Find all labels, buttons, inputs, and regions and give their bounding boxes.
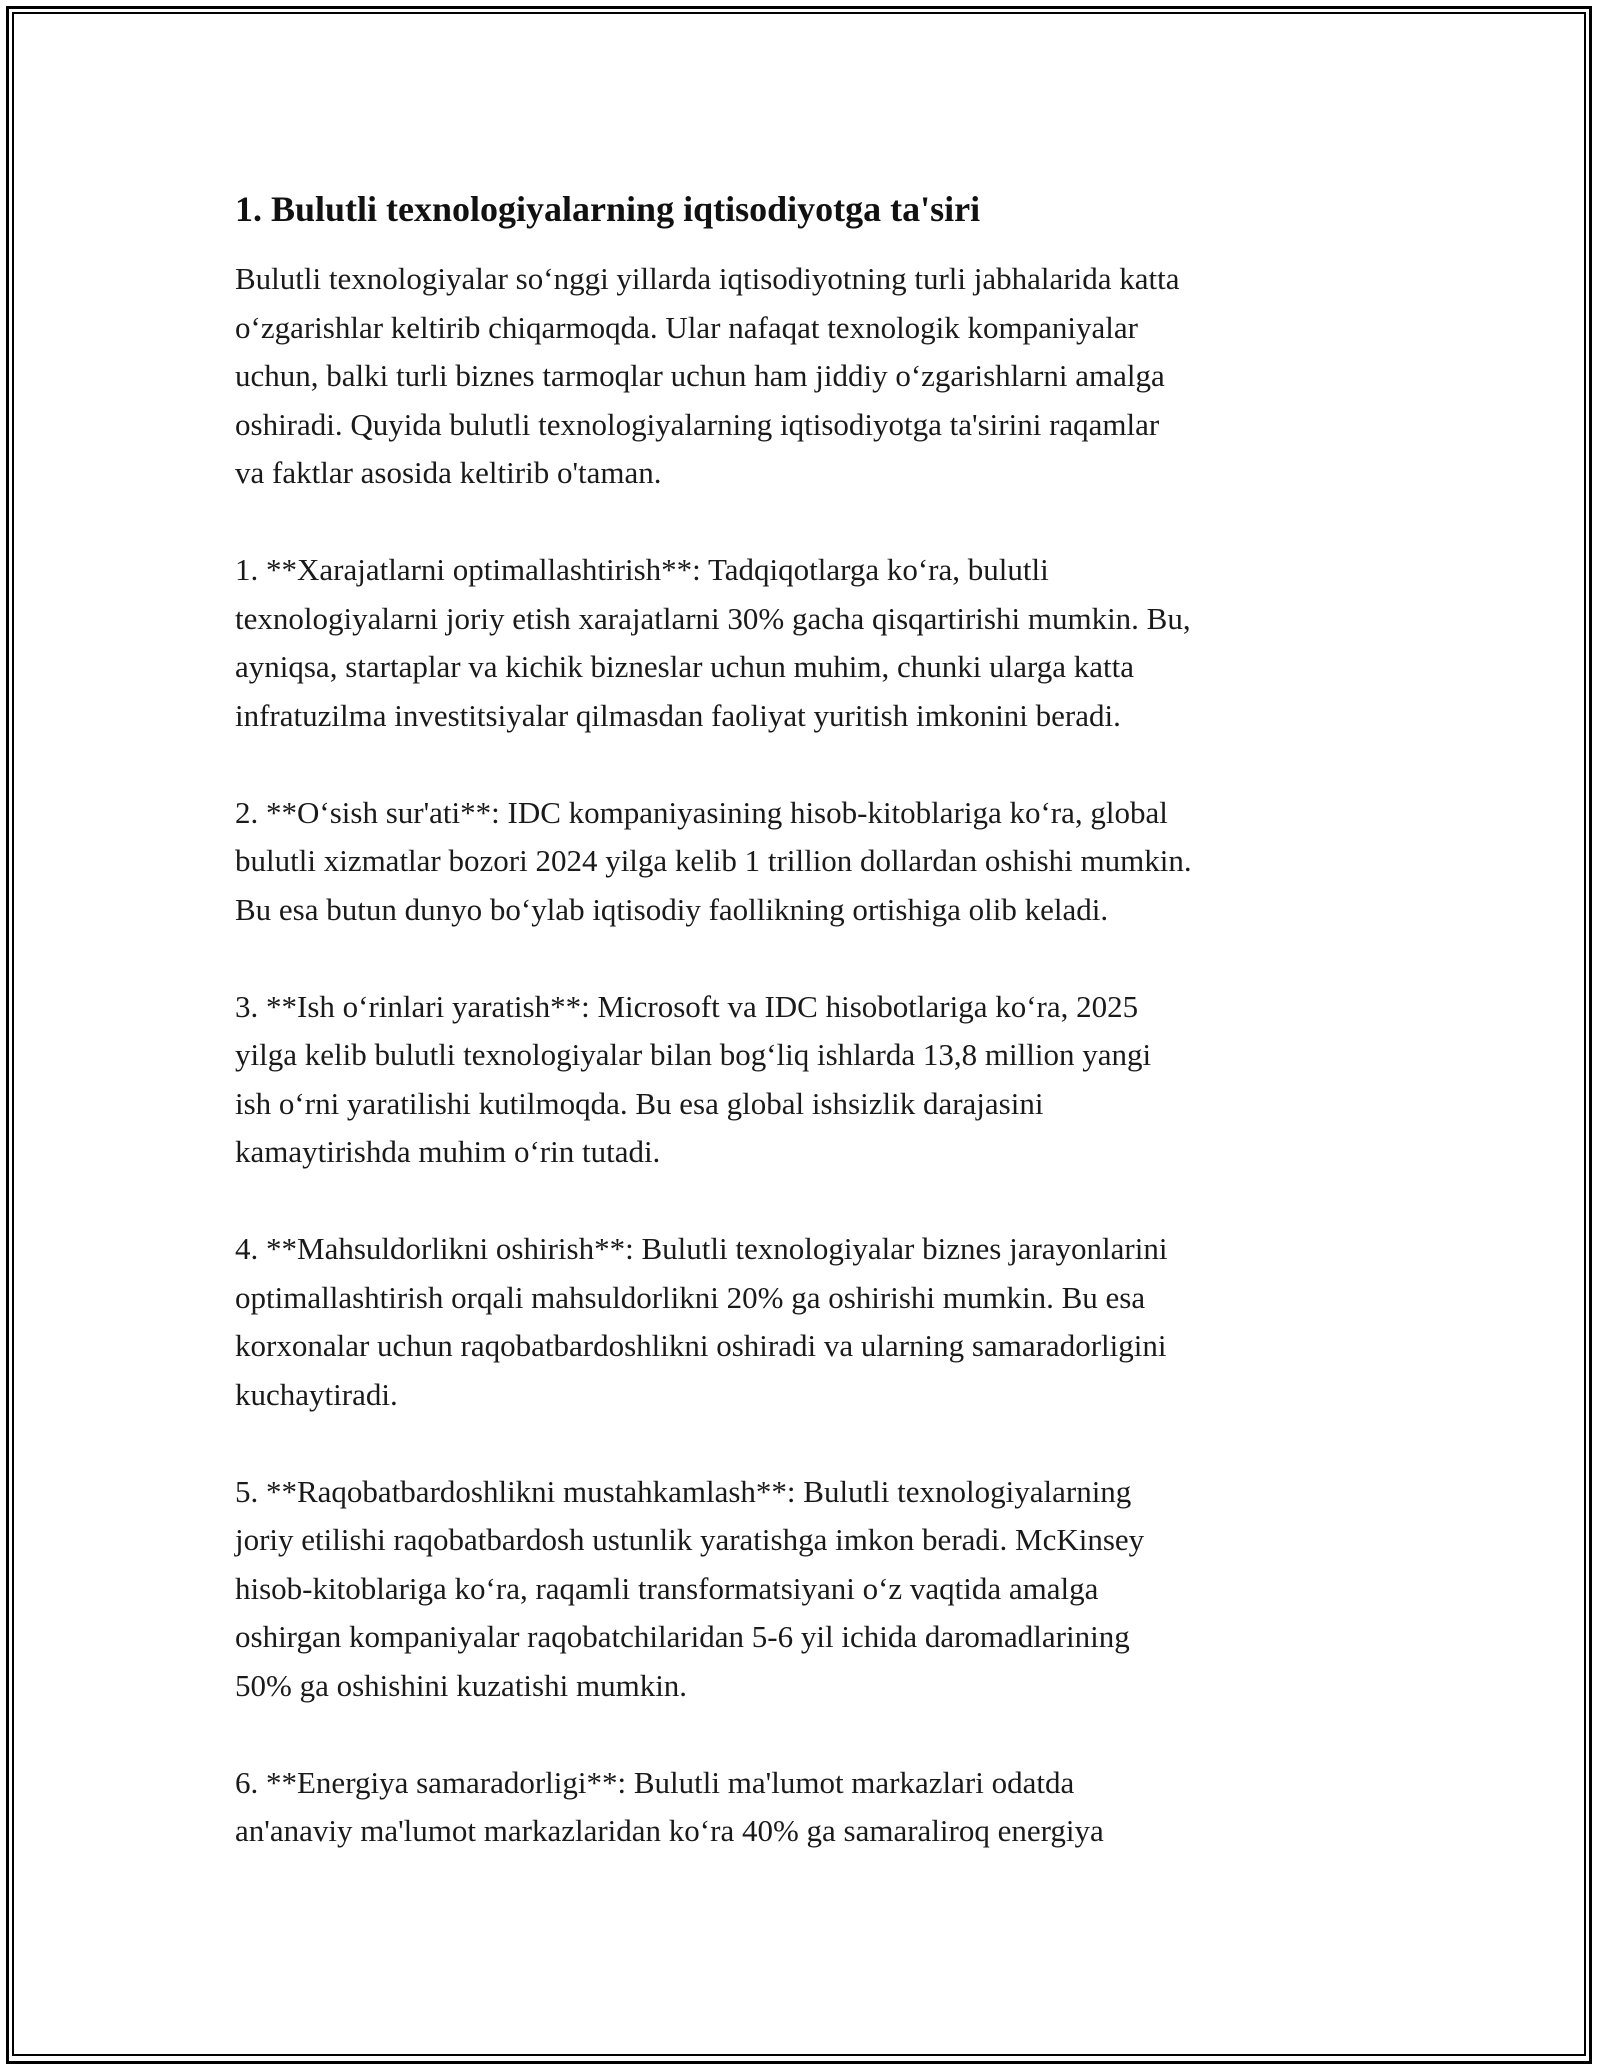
text-line: yilga kelib bulutli texnologiyalar bilan bog‘liq ishlarda 13,8 million yangi (235, 1037, 1152, 1072)
list-item-growth-rate (235, 789, 1395, 935)
list-item-energy-efficiency (235, 1759, 1395, 1856)
text-line: oshirgan kompaniyalar raqobatchilaridan 5-6 yil ichida daromadlarining (235, 1619, 1130, 1654)
text-line: Bulutli texnologiyalar so‘nggi yillarda iqtisodiyotning turli jabhalarida katta (235, 261, 1180, 296)
text-line: texnologiyalarni joriy etish xarajatlarni 30% gacha qisqartirishi mumkin. Bu, (235, 600, 1191, 636)
text-line: oshiradi. Quyida bulutli texnologiyalarning iqtisodiyotga ta'sirini raqamlar (235, 406, 1160, 442)
text-line: infratuzilma investitsiyalar qilmasdan faoliyat yuritish imkonini beradi. (235, 697, 1121, 733)
text-line: 2. **O‘sish sur'ati**: IDC kompaniyasining hisob-kitoblariga ko‘ra, global (235, 794, 1168, 830)
text-line: 5. **Raqobatbardoshlikni mustahkamlash**: Bulutli texnologiyalarning (235, 1473, 1132, 1509)
intro-paragraph (235, 255, 1395, 498)
text-line: joriy etilishi raqobatbardosh ustunlik yaratishga imkon beradi. McKinsey (235, 1522, 1145, 1557)
text-line: hisob-kitoblariga ko‘ra, raqamli transformatsiyani o‘z vaqtida amalga (235, 1570, 1099, 1606)
text-line: o‘zgarishlar keltirib chiqarmoqda. Ular nafaqat texnologik kompaniyalar (235, 309, 1138, 345)
text-line: an'anaviy ma'lumot markazlaridan ko‘ra 40% ga samaraliroq energiya (235, 1813, 1104, 1848)
text-line: Bu esa butun dunyo bo‘ylab iqtisodiy faollikning ortishiga olib keladi. (235, 891, 1109, 927)
text-line: 4. **Mahsuldorlikni oshirish**: Bulutli texnologiyalar biznes jarayonlarini (235, 1231, 1168, 1266)
text-line: 50% ga oshishini kuzatishi mumkin. (235, 1667, 688, 1703)
text-line: uchun, balki turli biznes tarmoqlar uchun ham jiddiy o‘zgarishlarni amalga (235, 358, 1165, 393)
list-item-job-creation (235, 983, 1395, 1177)
list-item-competitiveness (235, 1468, 1395, 1711)
section-title: 1. Bulutli texnologiyalarning iqtisodiyotga ta'siri (235, 189, 981, 229)
text-line: ish o‘rni yaratilishi kutilmoqda. Bu esa global ishsizlik darajasini (235, 1085, 1044, 1121)
list-item-productivity (235, 1225, 1395, 1419)
text-line: 1. **Xarajatlarni optimallashtirish**: Tadqiqotlarga ko‘ra, bulutli (235, 552, 1049, 587)
text-line: korxonalar uchun raqobatbardoshlikni oshiradi va ularning samaradorligini (235, 1328, 1167, 1363)
text-line: 3. **Ish o‘rinlari yaratish**: Microsoft va IDC hisobotlariga ko‘ra, 2025 (235, 988, 1139, 1024)
text-line: 6. **Energiya samaradorligi**: Bulutli ma'lumot markazlari odatda (235, 1764, 1075, 1800)
text-line: ayniqsa, startaplar va kichik bizneslar uchun muhim, chunki ularga katta (235, 649, 1135, 684)
text-line: va faktlar asosida keltirib o'taman. (235, 455, 662, 490)
text-line: kamaytirishda muhim o‘rin tutadi. (235, 1134, 661, 1169)
document-body (235, 185, 1395, 1904)
text-line: optimallashtirish orqali mahsuldorlikni 20% ga oshirishi mumkin. Bu esa (235, 1279, 1146, 1315)
text-line: bulutli xizmatlar bozori 2024 yilga kelib 1 trillion dollardan oshishi mumkin. (235, 843, 1192, 878)
text-line: kuchaytiradi. (235, 1376, 398, 1412)
list-item-cost-optimization (235, 546, 1395, 740)
